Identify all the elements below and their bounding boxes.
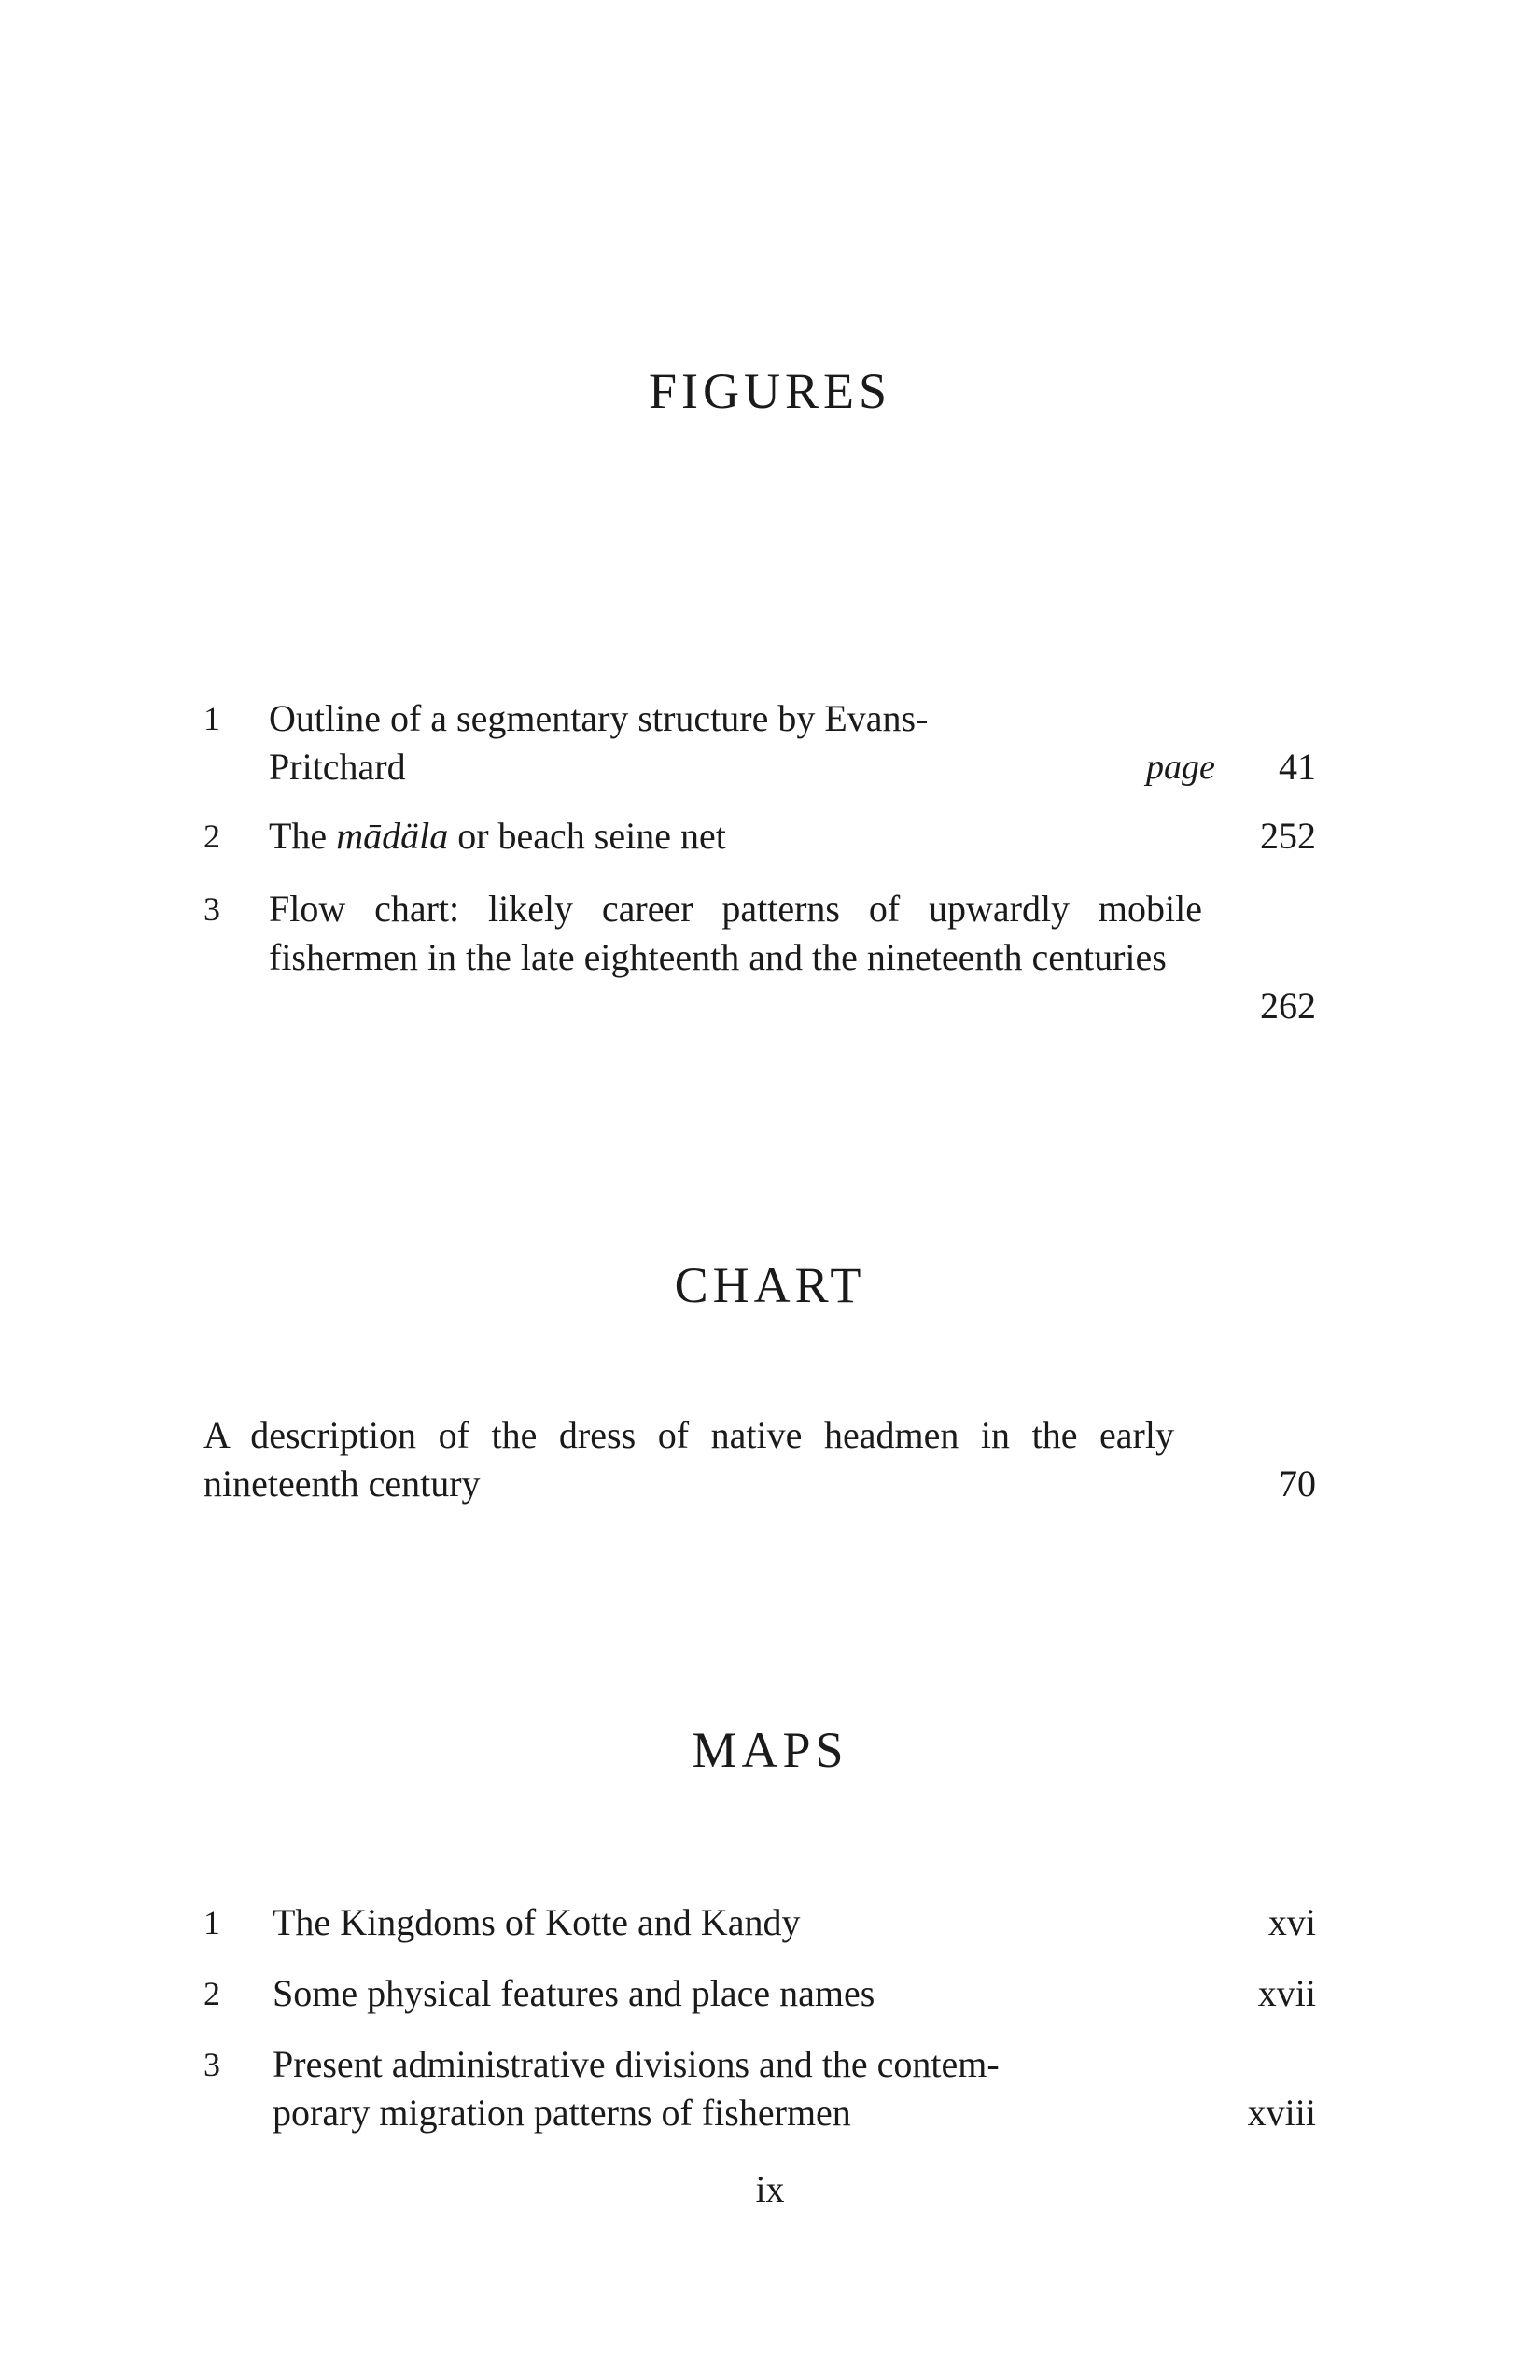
figure-title <box>269 812 1202 861</box>
figure-page: 262 <box>1260 985 1316 1027</box>
figure-title <box>269 694 1202 791</box>
map-entry-2 <box>203 1969 1316 2022</box>
map-title: The Kingdoms of Kotte and Kandy <box>273 1901 801 1943</box>
map-number: 2 <box>203 1975 220 2012</box>
map-title: Present administrative divisions and the contem- porary migration patterns of fishermen <box>273 2043 1000 2134</box>
figure-title-text: Outline of a segmentary structure by Evans- Pritchard <box>269 697 929 788</box>
figure-number: 1 <box>203 700 220 737</box>
figure-page: 252 <box>1260 815 1316 857</box>
figure-title-part: or beach seine net <box>448 815 726 857</box>
figure-title: Flow chart: likely career patterns of upwardly mobile fishermen in the late eighteenth and the nineteenth centuries <box>269 888 1202 978</box>
map-title: Some physical features and place names <box>273 1972 875 2014</box>
figure-entry-2 <box>203 812 1316 864</box>
figure-entry-3 <box>203 885 1316 1034</box>
figure-title-italic: mādäla <box>336 815 449 857</box>
page-label: page <box>1146 748 1215 787</box>
maps-heading: MAPS <box>692 1722 848 1778</box>
map-page: xvii <box>1257 1972 1316 2014</box>
map-page: xviii <box>1247 2092 1316 2134</box>
map-entry-3 <box>203 2040 1316 2143</box>
map-number: 3 <box>203 2046 220 2083</box>
chart-entry-1 <box>203 1411 1316 1514</box>
figure-entry-1 <box>203 694 1316 797</box>
map-entry-1 <box>203 1898 1316 1951</box>
figures-heading: FIGURES <box>648 363 892 419</box>
map-page: xvi <box>1267 1901 1316 1943</box>
map-number: 1 <box>203 1904 220 1941</box>
chart-page: 70 <box>1279 1463 1316 1505</box>
chart-heading: CHART <box>674 1257 866 1313</box>
figure-number: 3 <box>203 890 220 928</box>
page-number: ix <box>755 2168 785 2210</box>
chart-title: A description of the dress of native headmen in the early nineteenth century <box>203 1414 1174 1505</box>
figure-title-part: The <box>269 815 337 857</box>
figure-number: 2 <box>203 818 220 855</box>
figure-page: 41 <box>1279 746 1316 788</box>
